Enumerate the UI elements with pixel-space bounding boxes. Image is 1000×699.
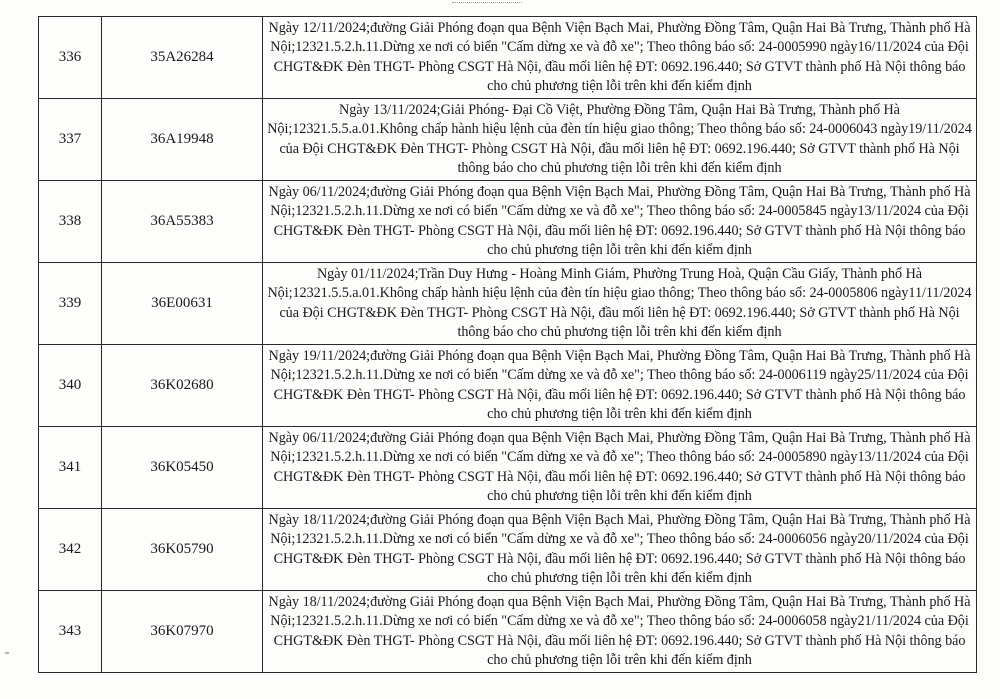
header-scan-mark	[452, 2, 522, 9]
license-plate: 36A19948	[102, 99, 263, 181]
license-plate: 36A55383	[102, 181, 263, 263]
violation-records-table	[38, 16, 977, 673]
table-row	[39, 99, 977, 181]
record-number: 336	[39, 17, 102, 99]
license-plate: 36K05450	[102, 427, 263, 509]
violation-description: Ngày 01/11/2024;Trần Duy Hưng - Hoàng Minh Giám, Phường Trung Hoà, Quận Cầu Giấy, Thành phố Hà Nội;12321.5.5.a.01.Không chấp hành hiệu lệnh của đèn tín hiệu giao thông; Theo thông báo số: 24-0005806 ngày11/11/2024 của Đội CHGT&ĐK Đèn THGT- Phòng CSGT Hà Nội, đầu mối liên hệ ĐT: 0692.196.440; Sở GTVT thành phố Hà Nội thông báo cho chủ phương tiện lỗi trên khi đến kiểm định	[263, 263, 977, 345]
license-plate: 36K05790	[102, 509, 263, 591]
license-plate: 35A26284	[102, 17, 263, 99]
violation-description: Ngày 12/11/2024;đường Giải Phóng đoạn qua Bệnh Viện Bạch Mai, Phường Đồng Tâm, Quận Hai Bà Trưng, Thành phố Hà Nội;12321.5.2.h.11.Dừng xe nơi có biển "Cấm dừng xe và đỗ xe"; Theo thông báo số: 24-0005990 ngày16/11/2024 của Đội CHGT&ĐK Đèn THGT- Phòng CSGT Hà Nội, đầu mối liên hệ ĐT: 0692.196.440; Sở GTVT thành phố Hà Nội thông báo cho chủ phương tiện lỗi trên khi đến kiểm định	[263, 17, 977, 99]
violation-description: Ngày 18/11/2024;đường Giải Phóng đoạn qua Bệnh Viện Bạch Mai, Phường Đồng Tâm, Quận Hai Bà Trưng, Thành phố Hà Nội;12321.5.2.h.11.Dừng xe nơi có biển "Cấm dừng xe và đỗ xe"; Theo thông báo số: 24-0006056 ngày20/11/2024 của Đội CHGT&ĐK Đèn THGT- Phòng CSGT Hà Nội, đầu mối liên hệ ĐT: 0692.196.440; Sở GTVT thành phố Hà Nội thông báo cho chủ phương tiện lỗi trên khi đến kiểm định	[263, 509, 977, 591]
record-number: 337	[39, 99, 102, 181]
violation-description: Ngày 19/11/2024;đường Giải Phóng đoạn qua Bệnh Viện Bạch Mai, Phường Đồng Tâm, Quận Hai Bà Trưng, Thành phố Hà Nội;12321.5.2.h.11.Dừng xe nơi có biển "Cấm dừng xe và đỗ xe"; Theo thông báo số: 24-0006119 ngày25/11/2024 của Đội CHGT&ĐK Đèn THGT- Phòng CSGT Hà Nội, đầu mối liên hệ ĐT: 0692.196.440; Sở GTVT thành phố Hà Nội thông báo cho chủ phương tiện lỗi trên khi đến kiểm định	[263, 345, 977, 427]
license-plate: 36E00631	[102, 263, 263, 345]
violation-description: Ngày 13/11/2024;Giải Phóng- Đại Cồ Việt, Phường Đồng Tâm, Quận Hai Bà Trưng, Thành phố Hà Nội;12321.5.5.a.01.Không chấp hành hiệu lệnh của đèn tín hiệu giao thông; Theo thông báo số: 24-0006043 ngày19/11/2024 của Đội CHGT&ĐK Đèn THGT- Phòng CSGT Hà Nội, đầu mối liên hệ ĐT: 0692.196.440; Sở GTVT thành phố Hà Nội thông báo cho chủ phương tiện lỗi trên khi đến kiểm định	[263, 99, 977, 181]
record-number: 338	[39, 181, 102, 263]
table-row	[39, 591, 977, 673]
violation-description: Ngày 18/11/2024;đường Giải Phóng đoạn qua Bệnh Viện Bạch Mai, Phường Đồng Tâm, Quận Hai Bà Trưng, Thành phố Hà Nội;12321.5.2.h.11.Dừng xe nơi có biển "Cấm dừng xe và đỗ xe"; Theo thông báo số: 24-0006058 ngày21/11/2024 của Đội CHGT&ĐK Đèn THGT- Phòng CSGT Hà Nội, đầu mối liên hệ ĐT: 0692.196.440; Sở GTVT thành phố Hà Nội thông báo cho chủ phương tiện lỗi trên khi đến kiểm định	[263, 591, 977, 673]
record-number: 341	[39, 427, 102, 509]
margin-scan-mark	[5, 652, 9, 654]
table-row	[39, 17, 977, 99]
record-number: 340	[39, 345, 102, 427]
table-row	[39, 263, 977, 345]
record-number: 339	[39, 263, 102, 345]
license-plate: 36K07970	[102, 591, 263, 673]
table-row	[39, 509, 977, 591]
table-row	[39, 345, 977, 427]
table-row	[39, 427, 977, 509]
license-plate: 36K02680	[102, 345, 263, 427]
table-row	[39, 181, 977, 263]
record-number: 343	[39, 591, 102, 673]
violation-description: Ngày 06/11/2024;đường Giải Phóng đoạn qua Bệnh Viện Bạch Mai, Phường Đồng Tâm, Quận Hai Bà Trưng, Thành phố Hà Nội;12321.5.2.h.11.Dừng xe nơi có biển "Cấm dừng xe và đỗ xe"; Theo thông báo số: 24-0005845 ngày13/11/2024 của Đội CHGT&ĐK Đèn THGT- Phòng CSGT Hà Nội, đầu mối liên hệ ĐT: 0692.196.440; Sở GTVT thành phố Hà Nội thông báo cho chủ phương tiện lỗi trên khi đến kiểm định	[263, 181, 977, 263]
record-number: 342	[39, 509, 102, 591]
violation-description: Ngày 06/11/2024;đường Giải Phóng đoạn qua Bệnh Viện Bạch Mai, Phường Đồng Tâm, Quận Hai Bà Trưng, Thành phố Hà Nội;12321.5.2.h.11.Dừng xe nơi có biển "Cấm dừng xe và đỗ xe"; Theo thông báo số: 24-0005890 ngày13/11/2024 của Đội CHGT&ĐK Đèn THGT- Phòng CSGT Hà Nội, đầu mối liên hệ ĐT: 0692.196.440; Sở GTVT thành phố Hà Nội thông báo cho chủ phương tiện lỗi trên khi đến kiểm định	[263, 427, 977, 509]
